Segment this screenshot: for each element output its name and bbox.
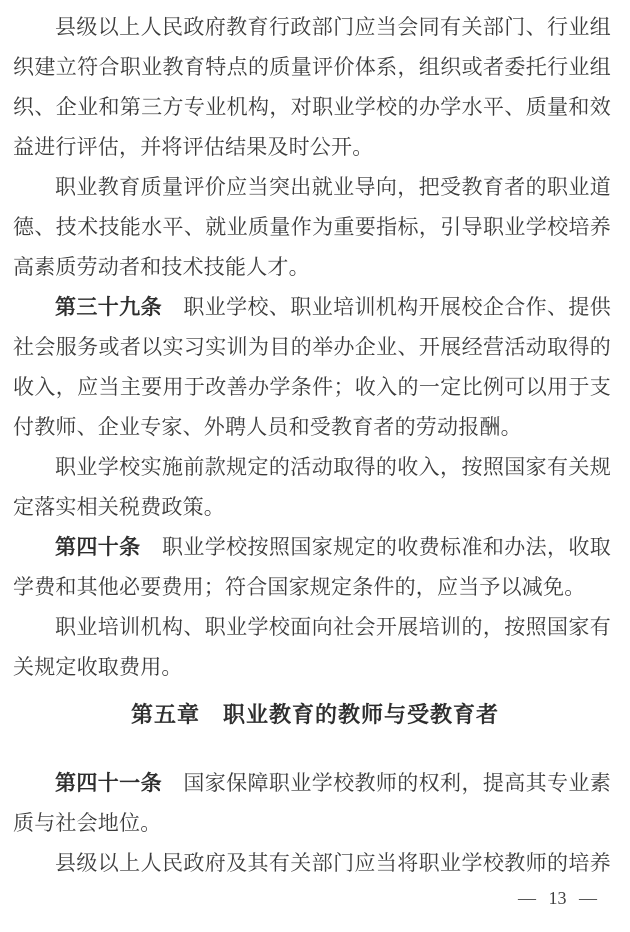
- text-line: 德、技术技能水平、就业质量作为重要指标，引导职业学校培养: [13, 215, 611, 239]
- article-line: 第三十九条 职业学校、职业培训机构开展校企合作、提供: [55, 295, 612, 319]
- page-number: — 13 —: [518, 888, 597, 908]
- article-number: 第四十条: [55, 536, 141, 559]
- text-line: 县级以上人民政府及其有关部门应当将职业学校教师的培养: [55, 851, 611, 875]
- article-number: 第三十九条: [55, 296, 162, 319]
- text-line: 织建立符合职业教育特点的质量评价体系，组织或者委托行业组: [13, 55, 611, 79]
- text-line: 质与社会地位。: [13, 811, 162, 835]
- text-line: 高素质劳动者和技术技能人才。: [13, 255, 310, 279]
- text-line: 职业培训机构、职业学校面向社会开展培训的，按照国家有: [55, 615, 611, 639]
- text-line: 社会服务或者以实习实训为目的举办企业、开展经营活动取得的: [13, 335, 611, 359]
- text-line: 县级以上人民政府教育行政部门应当会同有关部门、行业组: [55, 15, 611, 39]
- text-line: 付教师、企业专家、外聘人员和受教育者的劳动报酬。: [13, 415, 522, 439]
- text-line: 收入，应当主要用于改善办学条件；收入的一定比例可以用于支: [13, 375, 611, 399]
- text-line: 职业学校实施前款规定的活动取得的收入，按照国家有关规: [55, 455, 611, 479]
- chapter-number: 第五章: [130, 702, 200, 727]
- text-line: 织、企业和第三方专业机构，对职业学校的办学水平、质量和效: [13, 95, 611, 119]
- article-line: 第四十一条 国家保障职业学校教师的权利，提高其专业素: [55, 771, 612, 795]
- text-line: 学费和其他必要费用；符合国家规定条件的，应当予以减免。: [13, 575, 586, 599]
- text-line: 职业教育质量评价应当突出就业导向，把受教育者的职业道: [55, 175, 611, 199]
- chapter-heading: 第五章 职业教育的教师与受教育者: [130, 702, 500, 727]
- text-line: 定落实相关税费政策。: [13, 495, 225, 519]
- text-line: 关规定收取费用。: [13, 655, 183, 679]
- article-line: 第四十条 职业学校按照国家规定的收费标准和办法，收取: [55, 535, 611, 559]
- text-line: 益进行评估，并将评估结果及时公开。: [13, 135, 374, 159]
- article-number: 第四十一条: [55, 772, 162, 795]
